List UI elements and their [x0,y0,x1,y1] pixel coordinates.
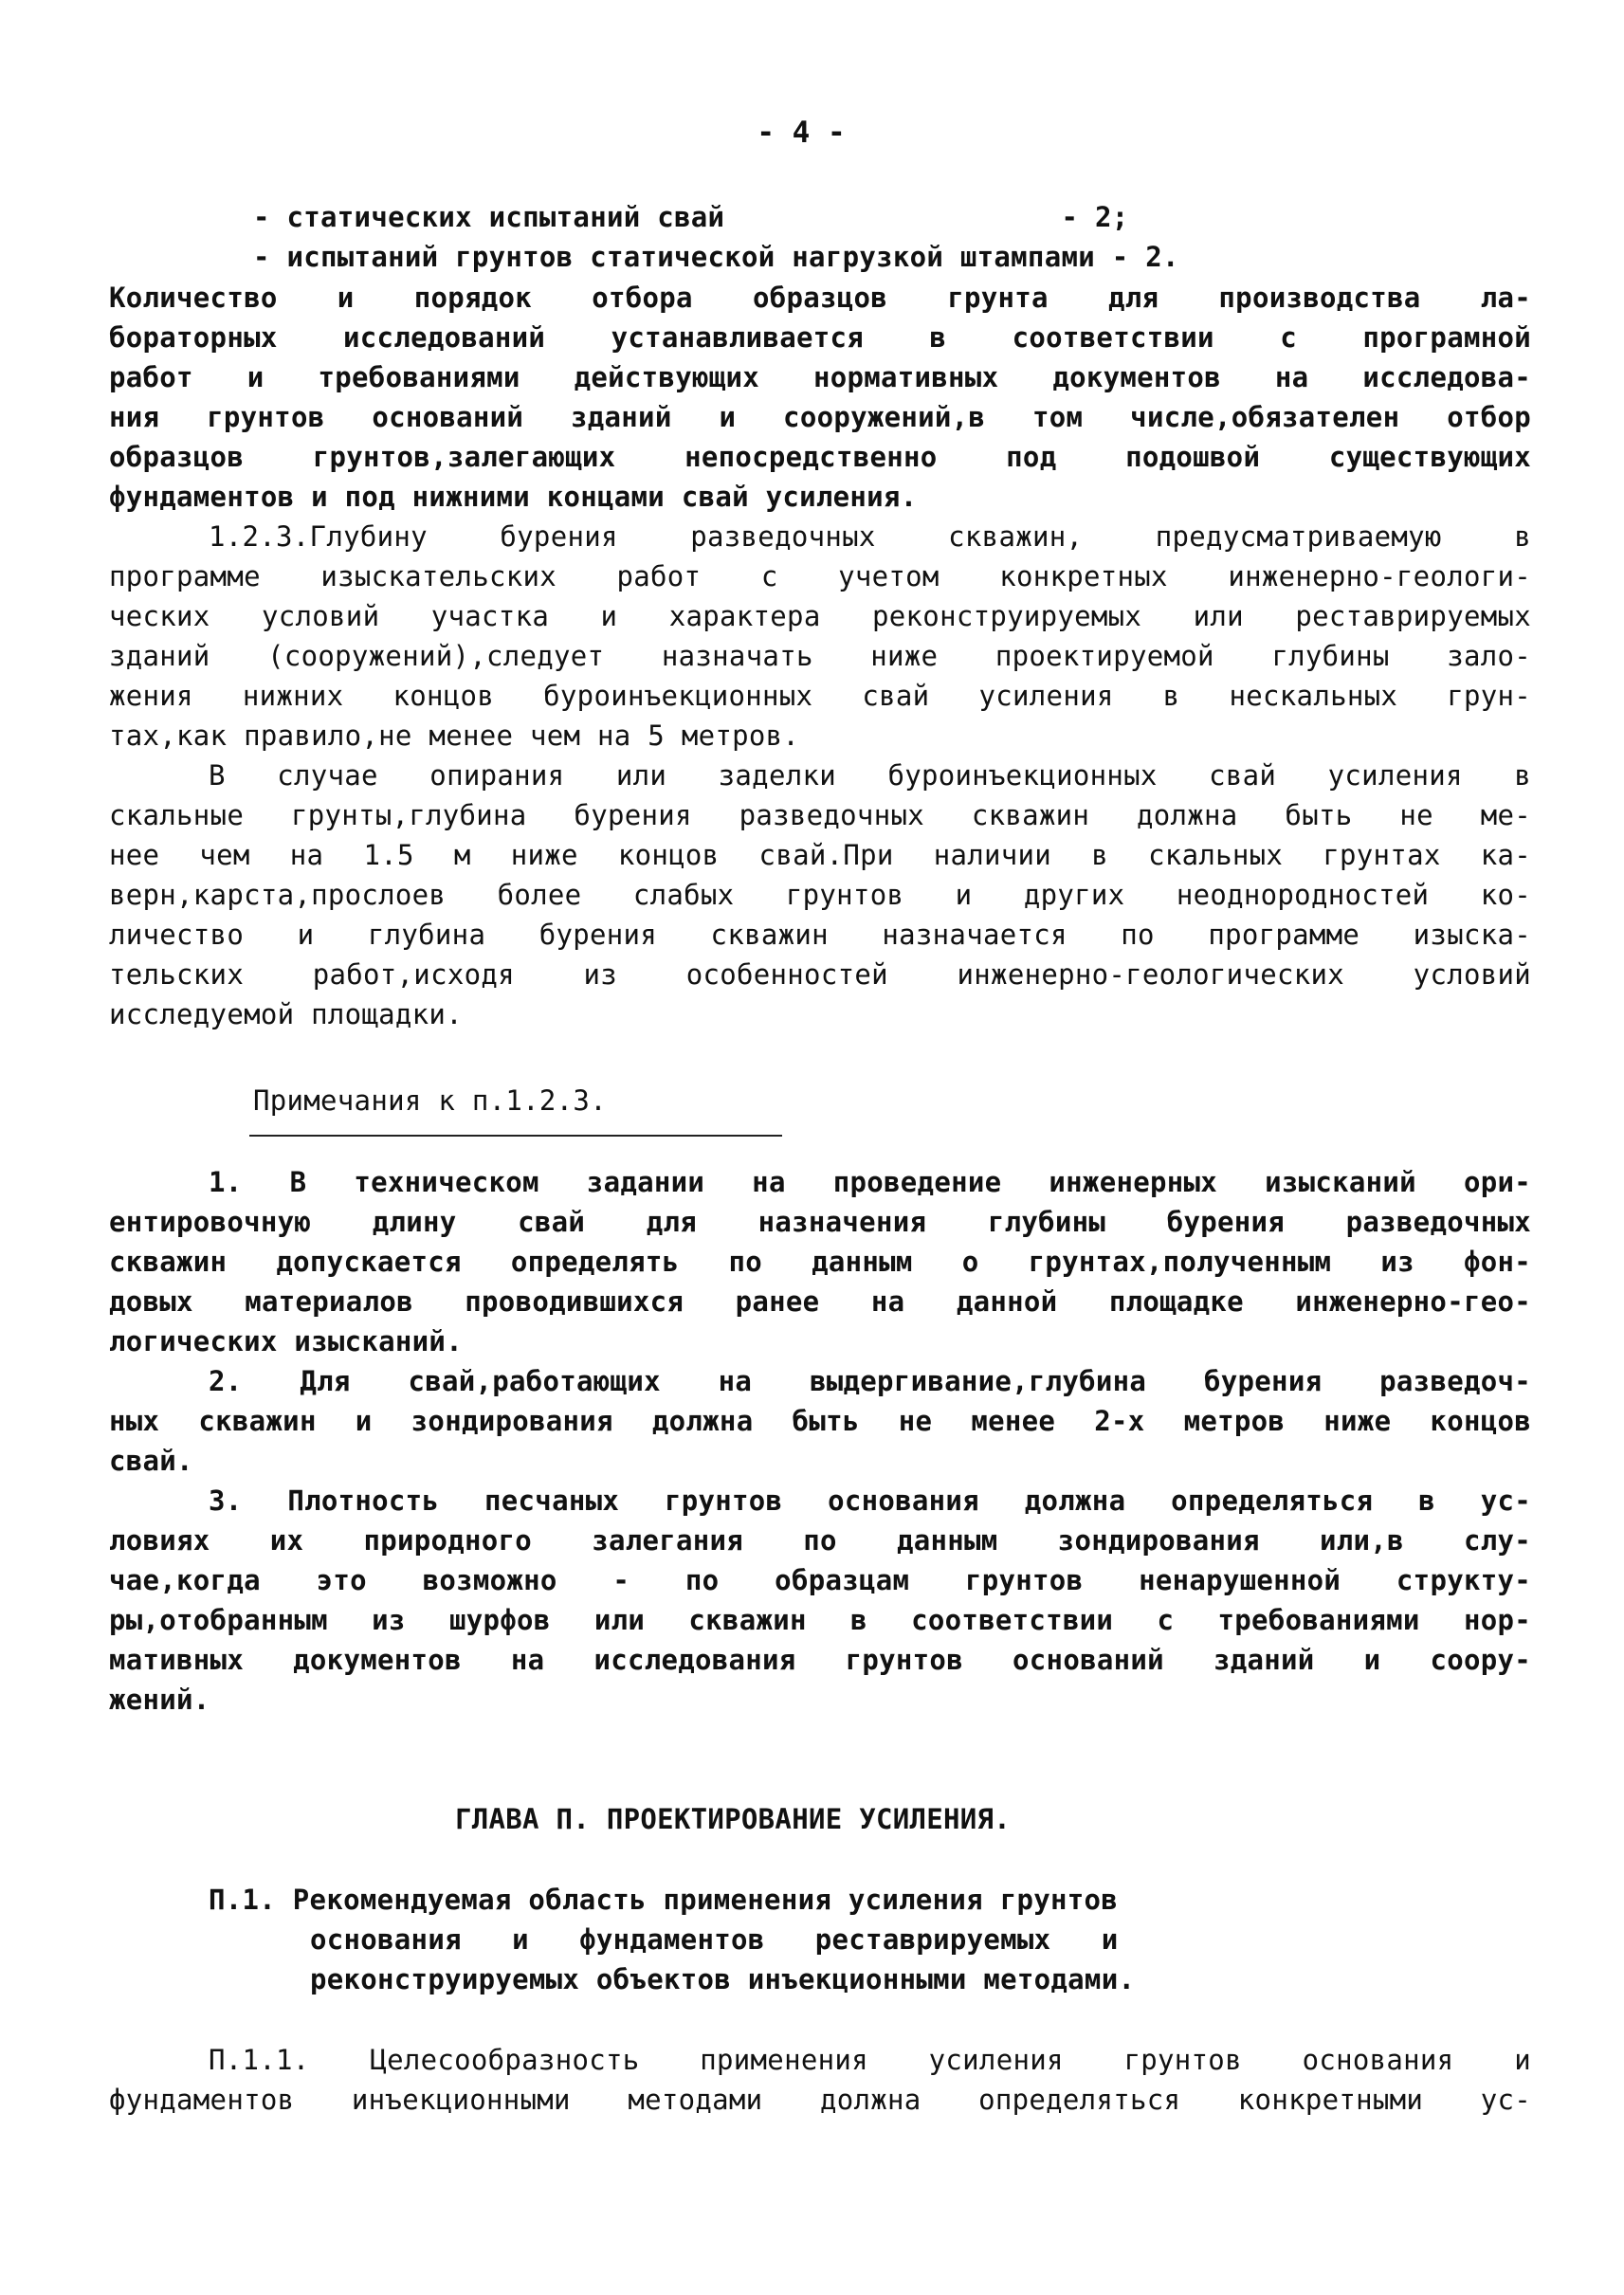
paragraph-line: программе изыскательских работ с учетом конкретных инженерно-геологи- [109,560,1531,592]
paragraph-line: работ и требованиями действующих нормативных документов на исследова- [109,361,1531,393]
section-heading-line: реконструируемых объектов инъекционными методами. [310,1963,1136,1995]
note-2-line: 2. Для свай,работающих на выдергивание,глубина бурения разведоч- [209,1365,1531,1397]
paragraph-line: верн,карста,прослоев более слабых грунтов и других неоднородностей ко- [109,879,1531,911]
paragraph-line: тельских работ,исходя из особенностей инженерно-геологических условий [109,958,1531,991]
paragraph-line: ры,отобранным из шурфов или скважин в соответствии с требованиями нор- [109,1604,1531,1636]
document-page [109,0,1531,2295]
notes-heading: Примечания к п.1.2.3. [253,1084,607,1117]
paragraph-line: тах,как правило,не менее чем на 5 метров. [109,719,800,752]
paragraph-line: исследуемой площадки. [109,998,463,1030]
paragraph-line: довых материалов проводившихся ранее на данной площадке инженерно-гео- [109,1285,1531,1318]
notes-underline [249,1135,782,1137]
note-1-line: 1. В техническом задании на проведение инженерных изысканий ори- [209,1166,1531,1198]
paragraph-line: логических изысканий. [109,1325,463,1357]
section-1-2-3-first-line: 1.2.3.Глубину бурения разведочных скважин, предусматриваемую в [209,520,1531,553]
paragraph-line: скальные грунты,глубина бурения разведочных скважин должна быть не ме- [109,799,1531,831]
list-item-plate-load-tests: - испытаний грунтов статической нагрузкой штампами - 2. [253,241,1179,273]
paragraph-line: нее чем на 1.5 м ниже концов свай.При наличии в скальных грунтах ка- [109,839,1531,871]
chapter-heading: ГЛАВА П. ПРОЕКТИРОВАНИЕ УСИЛЕНИЯ. [455,1803,1012,1835]
paragraph-line: ентировочную длину свай для назначения глубины бурения разведочных [109,1206,1531,1238]
paragraph-line: образцов грунтов,залегающих непосредственно под подошвой существующих [109,441,1531,473]
paragraph-line: ловиях их природного залегания по данным зондирования или,в слу- [109,1524,1531,1557]
paragraph-line: фундаментов и под нижними концами свай усиления. [109,481,918,513]
paragraph-line: В случае опирания или заделки буроинъекционных свай усиления в [209,759,1531,792]
paragraph-line: жений. [109,1684,210,1716]
list-item-static-pile-tests: - статических испытаний свай - 2; [253,201,1129,233]
paragraph-line: ния грунтов оснований зданий и сооружений,в том числе,обязателен отбор [109,401,1531,433]
paragraph-line: ческих условий участка и характера реконструируемых или реставрируемых [109,600,1531,632]
paragraph-line: П.1.1. Целесообразность применения усиления грунтов основания и [209,2044,1531,2076]
paragraph-line: Количество и порядок отбора образцов грунта для производства ла- [109,282,1531,314]
paragraph-line: жения нижних концов буроинъекционных свай усиления в нескальных грун- [109,680,1531,712]
section-heading-line: П.1. Рекомендуемая область применения усиления грунтов [209,1884,1119,1916]
paragraph-line: свай. [109,1445,193,1477]
section-heading-line: основания и фундаментов реставрируемых и [310,1923,1119,1956]
paragraph-line: фундаментов инъекционными методами должна определяться конкретными ус- [109,2084,1531,2116]
paragraph-line: скважин допускается определять по данным о грунтах,полученным из фон- [109,1246,1531,1278]
paragraph-line: зданий (сооружений),следует назначать ниже проектируемой глубины зало- [109,640,1531,672]
paragraph-line: мативных документов на исследования грунтов оснований зданий и соору- [109,1644,1531,1676]
page-number: - 4 - [757,116,846,150]
paragraph-line: ных скважин и зондирования должна быть не менее 2-х метров ниже концов [109,1405,1531,1437]
paragraph-line: бораторных исследований устанавливается в соответствии с програмной [109,321,1531,354]
paragraph-line: личество и глубина бурения скважин назначается по программе изыска- [109,919,1531,951]
paragraph-line: чае,когда это возможно - по образцам грунтов ненарушенной структу- [109,1564,1531,1596]
note-3-line: 3. Плотность песчаных грунтов основания должна определяться в ус- [209,1484,1531,1517]
